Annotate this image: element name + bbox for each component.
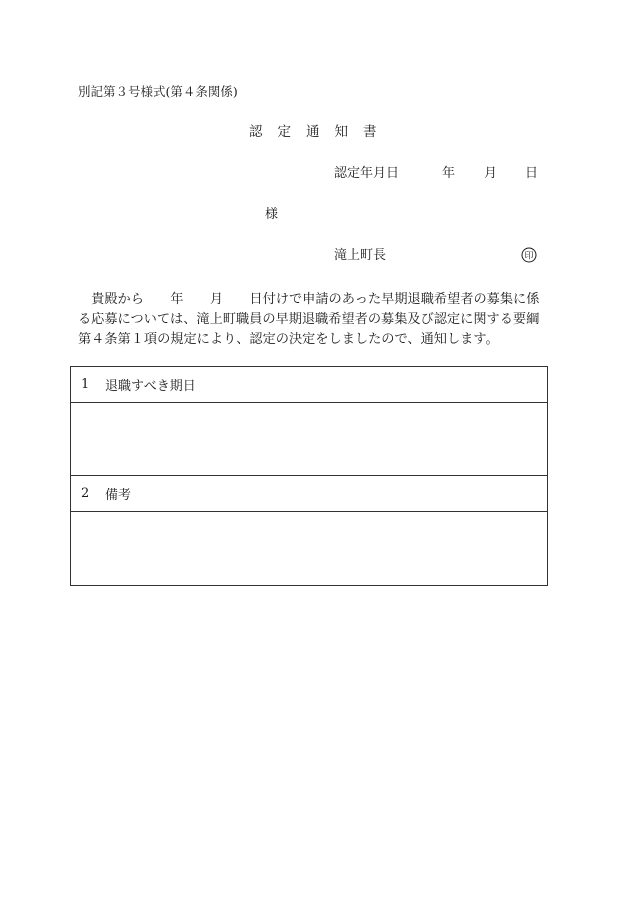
addressee-honorific: 様 <box>265 207 279 222</box>
row-label: 備考 <box>105 488 132 503</box>
retirement-date-field <box>71 403 547 476</box>
date-month-label: 月 <box>484 166 498 181</box>
form-reference: 別記第３号様式(第４条関係) <box>78 84 238 99</box>
details-table <box>70 366 548 586</box>
table-row-header <box>71 476 547 512</box>
notice-body <box>78 290 548 350</box>
body-line: 貴殿から 年 月 日付けで申請のあった早期退職希望者の募集に係 <box>78 292 540 307</box>
row-label: 退職すべき期日 <box>105 379 196 394</box>
date-day-label: 日 <box>525 166 539 181</box>
title-char: 知 <box>334 124 348 140</box>
seal-icon <box>521 247 537 263</box>
remarks-field <box>71 512 547 585</box>
certification-date-label: 認定年月日 <box>334 166 400 181</box>
title-char: 認 <box>249 124 263 140</box>
body-line: る応募については、滝上町職員の早期退職希望者の募集及び認定に関する要綱 <box>78 312 540 327</box>
issuer-name: 滝上町長 <box>334 248 387 263</box>
svg-text:印: 印 <box>524 251 534 262</box>
table-row-header <box>71 367 547 403</box>
title-char: 定 <box>277 124 291 140</box>
row-number: 1 <box>81 377 90 392</box>
body-line: 第４条第１項の規定により、認定の決定をしましたので、通知します。 <box>78 332 499 347</box>
title-char: 書 <box>363 124 377 140</box>
title-char: 通 <box>306 124 320 140</box>
document-title <box>249 126 392 140</box>
date-year-label: 年 <box>442 166 456 181</box>
row-number: 2 <box>81 486 90 501</box>
